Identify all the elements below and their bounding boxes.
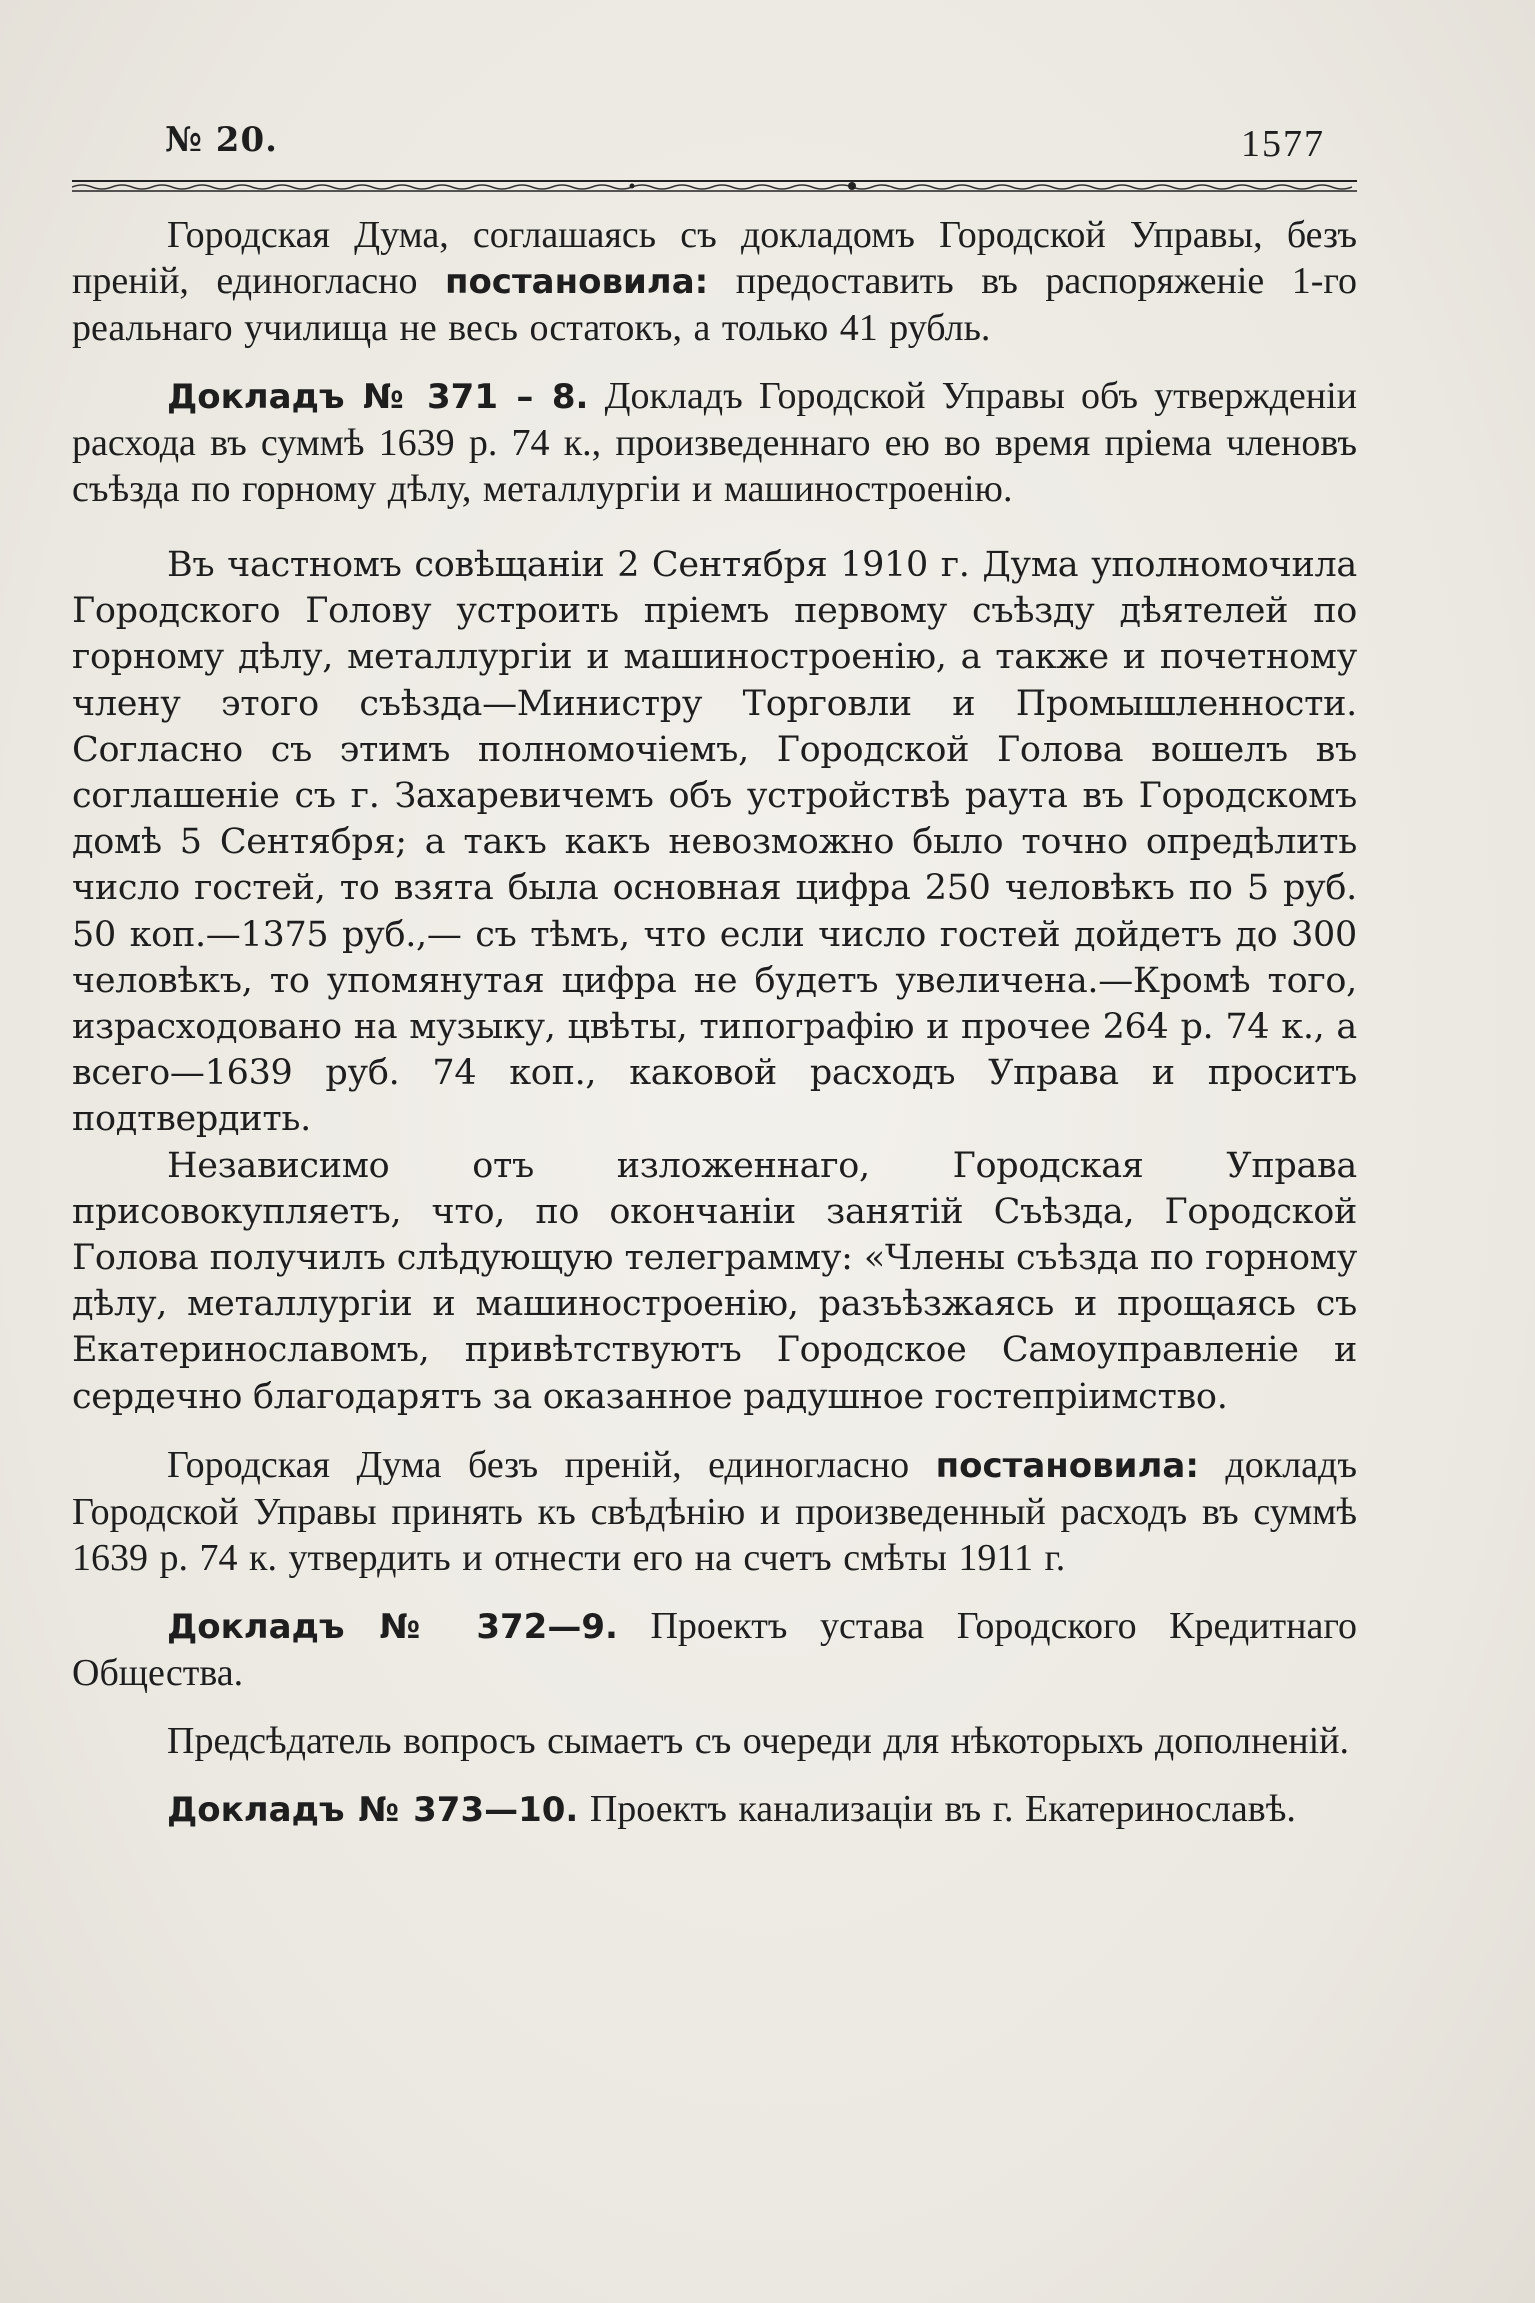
issue-number: № 20. bbox=[165, 120, 278, 160]
page-header bbox=[165, 120, 1355, 168]
main-text bbox=[72, 212, 1357, 1833]
paragraph-resolution-2 bbox=[72, 1442, 1357, 1581]
report-372-heading bbox=[72, 1603, 1357, 1696]
resolution-keyword: постановила: bbox=[935, 1445, 1199, 1486]
paragraph-resolution-1 bbox=[72, 212, 1357, 351]
report-373-heading bbox=[72, 1786, 1357, 1833]
report-title: Проектъ канализаціи въ г. Екатеринославѣ. bbox=[589, 1787, 1296, 1830]
paragraph-text: предоставить въ распоряженіе 1-го реальнаго училища не весь остатокъ, а только 41 рубль. bbox=[72, 260, 1358, 349]
paragraph-chairman: Предсѣдатель вопросъ сымаетъ съ очереди для нѣкоторыхъ дополненій. bbox=[167, 1719, 1349, 1762]
paragraph-text: докладъ Городской Управы принять къ свѣдѣнію и произведенный расходъ въ суммѣ 1639 р. 74 к. утвердить и отнести его на счетъ смѣты 1911 г. bbox=[72, 1443, 1358, 1579]
resolution-keyword: постановила: bbox=[444, 262, 709, 302]
report-number: Докладъ № 372—9. bbox=[167, 1606, 618, 1647]
paragraph-text: Городская Дума безъ преній, единогласно bbox=[167, 1443, 910, 1486]
report-number: Докладъ № 371 – 8. bbox=[167, 377, 589, 417]
report-title: Докладъ Городской Управы объ утвержденіи расхода въ суммѣ 1639 р. 74 к., произведеннаго ею во время пріема членовъ съѣзда по горному дѣлу, металлургіи и машиностроенію. bbox=[72, 375, 1358, 510]
paragraph-text: Городская Дума, соглашаясь съ докладомъ Городской Управы, безъ преній, единогласно bbox=[72, 214, 1357, 302]
report-title: Проектъ устава Городского Кредитнаго Общества. bbox=[72, 1604, 1357, 1694]
report-371-heading bbox=[72, 373, 1357, 512]
paragraph-telegram: Независимо отъ изложеннаго, Городская Управа присовокупляетъ, что, по окончаніи занятій Съѣзда, Городской Голова получилъ слѣдующую телеграмму: «Члены съѣзда по горному дѣлу, металлургіи и машиностроенію, разъѣзжаясь и прощаясь съ Екатеринославомъ, привѣтствуютъ Городское Самоуправленіе и сердечно благодарятъ за оказанное радушное гостепріимство. bbox=[72, 1145, 1357, 1417]
report-number: Докладъ № 373—10. bbox=[167, 1789, 579, 1830]
paragraph-meeting: Въ частномъ совѣщаніи 2 Сентября 1910 г. Дума уполномочила Городского Голову устроить пріемъ первому съѣзду дѣятелей по горному дѣлу, металлургіи и машиностроенію, а также и почетному члену этого съѣзда—Министру Торговли и Промышленности. Согласно съ этимъ полномочіемъ, Городской Голова вошелъ въ соглашеніе съ г. Захаревичемъ объ устройствѣ раута въ Городскомъ домѣ 5 Сентября; а такъ какъ невозможно было точно опредѣлить число гостей, то взята была основная цифра 250 человѣкъ по 5 руб. 50 коп.—1375 руб.,— съ тѣмъ, что если число гостей дойдетъ до 300 человѣкъ, то упомянутая цифра не будетъ увеличена.—Кромѣ того, израсходовано на музыку, цвѣты, типографію и прочее 264 р. 74 к., а всего—1639 руб. 74 коп., каковой расходъ Управа и проситъ подтвердить. bbox=[72, 545, 1357, 1140]
header-ornamental-rule bbox=[72, 178, 1357, 192]
page-number: 1577 bbox=[1241, 123, 1325, 165]
